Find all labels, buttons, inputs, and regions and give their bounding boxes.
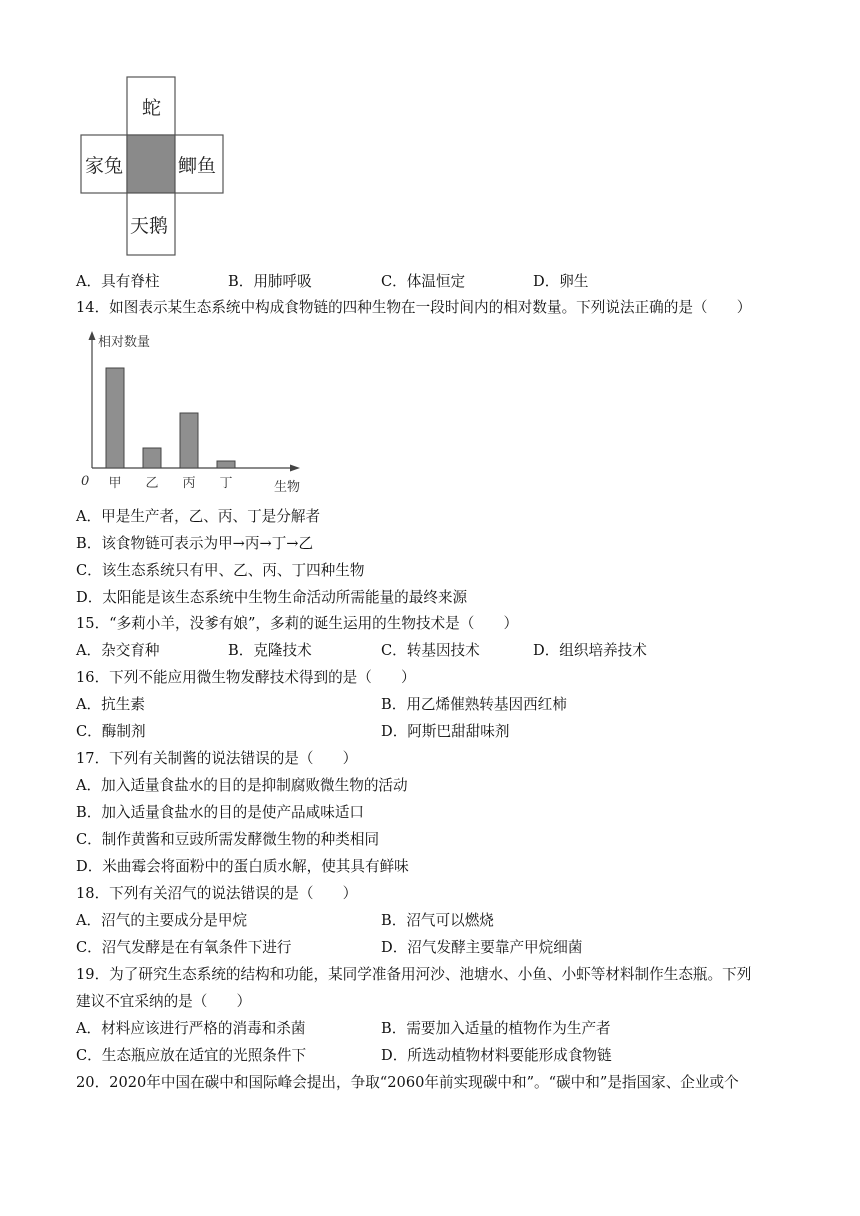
- q14-option-a: A．甲是生产者，乙、丙、丁是分解者: [76, 508, 321, 525]
- q13-option-d: D．卵生: [533, 273, 589, 290]
- cross-left-label: 家兔: [85, 155, 124, 177]
- q14-stem: 14．如图表示某生态系统中构成食物链的四种生物在一段时间内的相对数量。下列说法正确的是（ ）: [76, 299, 752, 316]
- category-label-4: 丁: [219, 476, 233, 491]
- q15-option-c: C．转基因技术: [381, 642, 480, 659]
- q17-stem: 17．下列有关制酱的说法错误的是（ ）: [76, 750, 358, 767]
- q16-option-b: B．用乙烯催熟转基因西红柿: [381, 696, 567, 713]
- q19-option-b: B．需要加入适量的植物作为生产者: [381, 1020, 611, 1037]
- q16-stem: 16．下列不能应用微生物发酵技术得到的是（ ）: [76, 669, 416, 686]
- y-axis-label: 相对数量: [98, 335, 151, 350]
- q19-stem-line1: 19．为了研究生态系统的结构和功能，某同学准备用河沙、池塘水、小鱼、小虾等材料制作生态瓶。下列: [76, 966, 752, 983]
- y-axis-arrow: [89, 331, 96, 340]
- bar-2: [143, 448, 161, 468]
- q15-option-b: B．克隆技术: [228, 642, 312, 659]
- cross-bottom-label: 天鹅: [130, 215, 169, 237]
- x-axis-label: 生物: [274, 480, 301, 495]
- q13-option-b: B．用肺呼吸: [228, 273, 312, 290]
- category-label-1: 甲: [108, 476, 122, 491]
- cross-right-label: 鲫鱼: [178, 155, 217, 177]
- q19-option-d: D．所选动植物材料要能形成食物链: [381, 1047, 612, 1064]
- bar-1: [106, 368, 124, 468]
- q20-stem: 20．2020年中国在碳中和国际峰会提出，争取“2060年前实现碳中和”。“碳中和”是指国家、企业或个: [76, 1074, 739, 1091]
- bar-3: [180, 413, 198, 468]
- q18-option-b: B．沼气可以燃烧: [381, 912, 494, 929]
- q13-option-a: A．具有脊柱: [76, 273, 160, 290]
- relative-quantity-chart: [76, 328, 316, 498]
- q18-stem: 18．下列有关沼气的说法错误的是（ ）: [76, 885, 358, 902]
- q17-option-c: C．制作黄酱和豆豉所需发酵微生物的种类相同: [76, 831, 380, 848]
- q13-option-c: C．体温恒定: [381, 273, 466, 290]
- q15-stem: 15．“多莉小羊，没爹有娘”，多莉的诞生运用的生物技术是（ ）: [76, 615, 519, 632]
- bar-4: [217, 461, 235, 468]
- category-label-3: 丙: [182, 476, 196, 491]
- q16-option-a: A．抗生素: [76, 696, 145, 713]
- animal-cross-figure: [80, 76, 226, 258]
- q16-option-d: D．阿斯巴甜甜味剂: [381, 723, 510, 740]
- q17-option-a: A．加入适量食盐水的目的是抑制腐败微生物的活动: [76, 777, 408, 794]
- q18-option-a: A．沼气的主要成分是甲烷: [76, 912, 248, 929]
- q15-option-a: A．杂交育种: [76, 642, 160, 659]
- q18-option-d: D．沼气发酵主要靠产甲烷细菌: [381, 939, 583, 956]
- q14-option-b: B．该食物链可表示为甲→丙→丁→乙: [76, 535, 314, 552]
- q17-option-b: B．加入适量食盐水的目的是使产品咸味适口: [76, 804, 365, 821]
- q19-option-c: C．生态瓶应放在适宜的光照条件下: [76, 1047, 307, 1064]
- q19-option-a: A．材料应该进行严格的消毒和杀菌: [76, 1020, 306, 1037]
- q19-stem-line2: 建议不宜采纳的是（ ）: [76, 993, 252, 1010]
- q15-option-d: D．组织培养技术: [533, 642, 647, 659]
- x-axis-arrow: [290, 465, 300, 472]
- cross-top-label: 蛇: [142, 97, 162, 119]
- q14-option-c: C．该生态系统只有甲、乙、丙、丁四种生物: [76, 562, 365, 579]
- q18-option-c: C．沼气发酵是在有氧条件下进行: [76, 939, 292, 956]
- q16-option-c: C．酶制剂: [76, 723, 146, 740]
- category-label-2: 乙: [145, 476, 159, 491]
- origin-label: 0: [81, 474, 90, 489]
- q14-option-d: D．太阳能是该生态系统中生物生命活动所需能量的最终来源: [76, 589, 468, 606]
- q17-option-d: D．米曲霉会将面粉中的蛋白质水解，使其具有鲜味: [76, 858, 409, 875]
